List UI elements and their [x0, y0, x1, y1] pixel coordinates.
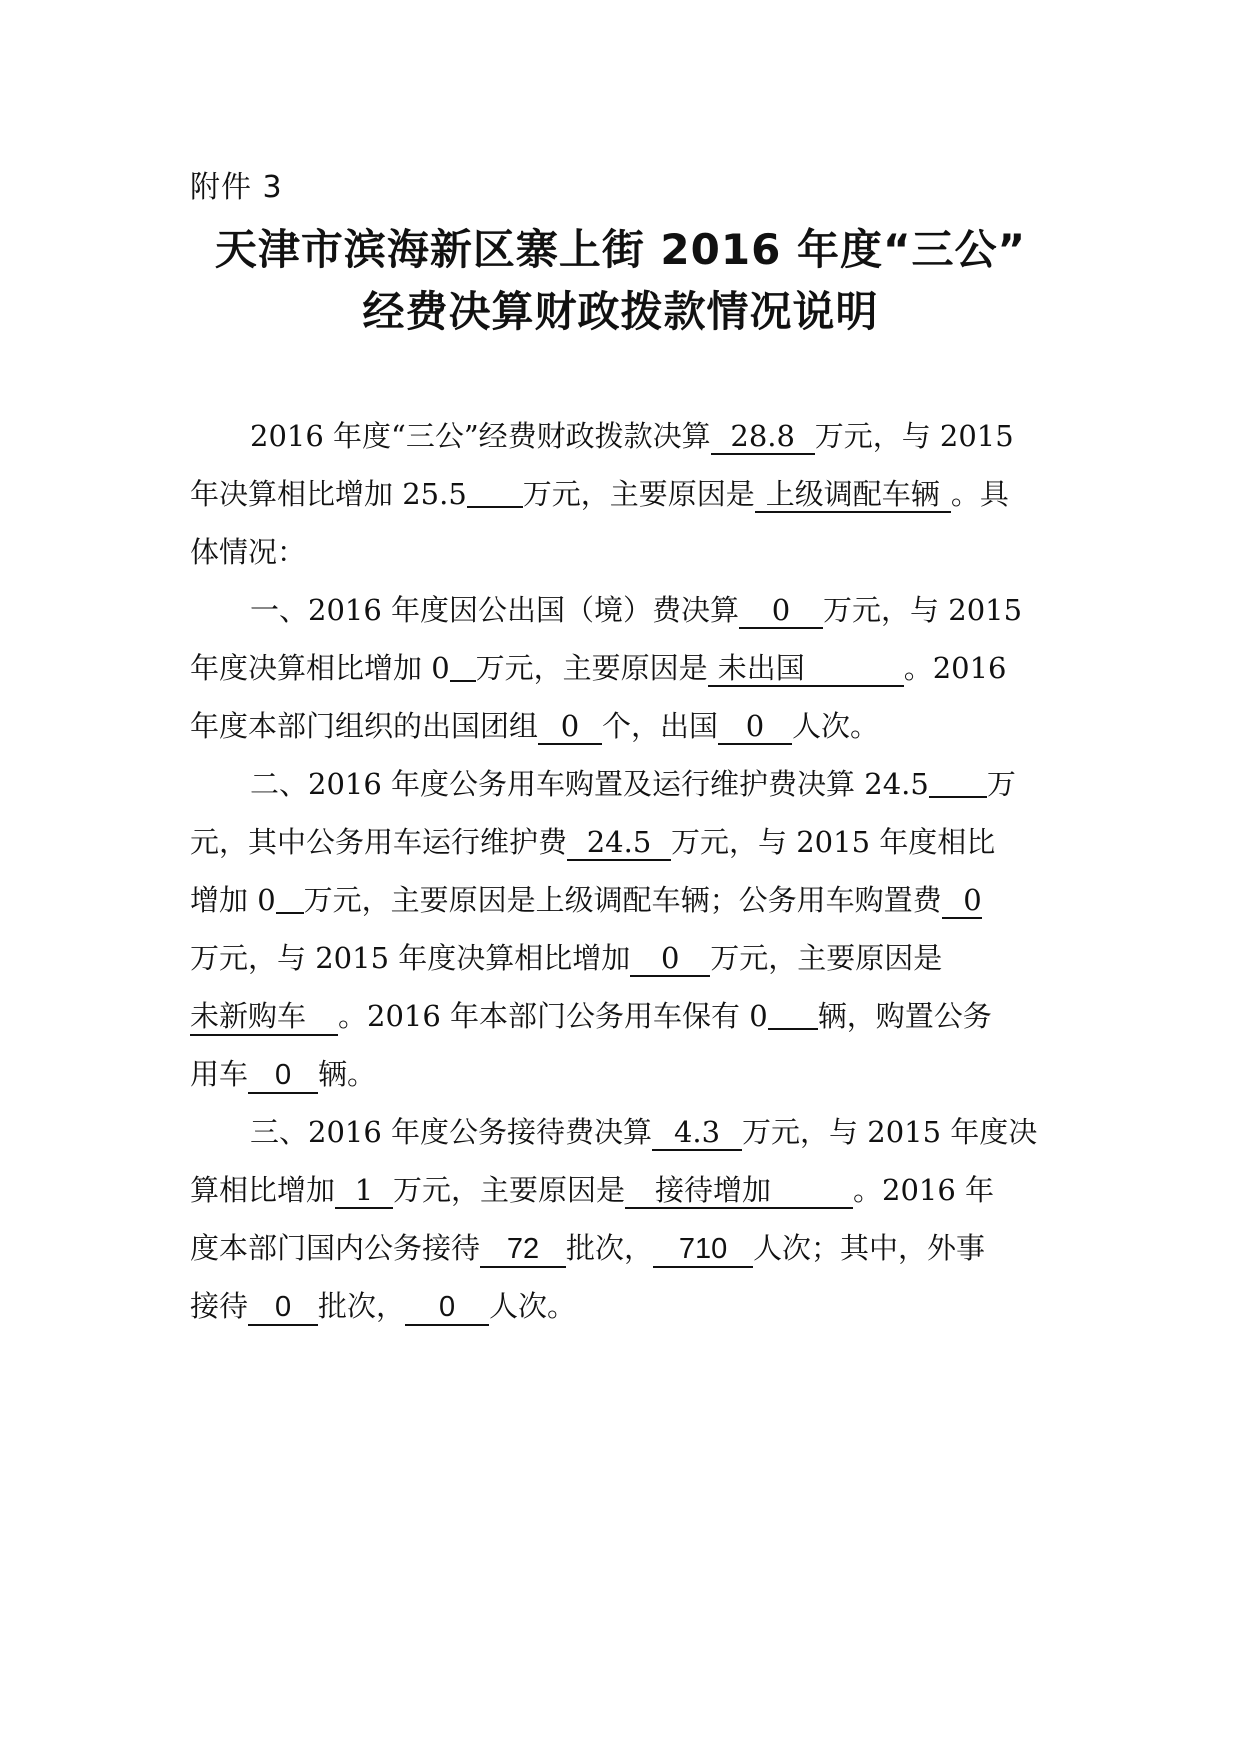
- travel-groups-field: 0: [538, 709, 602, 745]
- section3-text: 接待: [190, 1289, 249, 1323]
- purchase-increase-field: 0: [630, 941, 710, 977]
- section2-text: 万元，与 2015 年度相比: [671, 825, 996, 859]
- section3-line-1: [190, 1103, 1052, 1161]
- section3-line-2: [190, 1161, 1052, 1219]
- section3-text: 度本部门国内公务接待: [190, 1231, 481, 1265]
- section2-line-5: [190, 987, 1052, 1045]
- summary-text: 。具: [950, 477, 1009, 511]
- section1-line-1: [190, 581, 1052, 639]
- summary-line-3: [190, 523, 1052, 581]
- travel-amount-field: 0: [739, 593, 823, 629]
- section2-line-3: [190, 871, 1052, 929]
- section3-text: 万元，与 2015 年度决: [742, 1115, 1038, 1149]
- section2-line-2: [190, 813, 1052, 871]
- section2-text: 二、2016 年度公务用车购置及运行维护费决算 24.5: [250, 767, 929, 801]
- reception-increase-field: 1: [335, 1173, 393, 1209]
- section2-line-6: [190, 1045, 1052, 1103]
- total-amount-field: 28.8: [711, 419, 815, 455]
- summary-text: 2016 年度“三公”经费财政拨款决算: [250, 419, 711, 453]
- section3-text: 。2016 年: [853, 1173, 995, 1207]
- section2-text: 元，其中公务用车运行维护费: [190, 825, 568, 859]
- foreign-persons-field: 0: [405, 1290, 489, 1326]
- section2-text: 辆，购置公务: [817, 999, 992, 1033]
- blank-underline: [768, 998, 818, 1030]
- summary-line-2: [190, 465, 1052, 523]
- section1-text: 万元，主要原因是: [475, 651, 708, 685]
- travel-reason-field: 未出国: [708, 651, 904, 687]
- section2-line-1: [190, 755, 1052, 813]
- section3-text: 批次，: [318, 1289, 406, 1323]
- section2-text: 用车: [190, 1057, 249, 1091]
- section1-text: 。2016: [903, 651, 1007, 685]
- section2-text: 。2016 年本部门公务用车保有 0: [338, 999, 768, 1033]
- section3-text: 算相比增加: [190, 1173, 336, 1207]
- vehicles-bought-field: 0: [248, 1058, 318, 1094]
- section3-line-4: [190, 1277, 1052, 1335]
- section3-line-3: [190, 1219, 1052, 1277]
- section2-text: 万元，主要原因是上级调配车辆；公务用车购置费: [303, 883, 942, 917]
- summary-text: 万元，与 2015: [814, 419, 1014, 453]
- section1-text: 年度决算相比增加 0: [190, 651, 450, 685]
- document-title-line-2: 经费决算财政拨款情况说明: [362, 287, 879, 336]
- section1-text: 年度本部门组织的出国团组: [190, 709, 539, 743]
- document-body: [190, 407, 1052, 1335]
- section1-text: 个，出国: [602, 709, 719, 743]
- blank-underline: [467, 476, 523, 508]
- summary-reason-field: 上级调配车辆: [755, 477, 951, 513]
- section3-text: 批次，: [566, 1231, 654, 1265]
- section1-line-2: [190, 639, 1052, 697]
- document-title-line-1: 天津市滨海新区寨上街 2016 年度“三公”: [214, 225, 1027, 274]
- section2-text: 万元，与 2015 年度决算相比增加: [190, 941, 631, 975]
- section2-text: 辆。: [318, 1057, 377, 1091]
- summary-text: 年决算相比增加 25.5: [190, 477, 467, 511]
- section1-line-3: [190, 697, 1052, 755]
- section3-text: 人次。: [489, 1289, 577, 1323]
- section2-text: 增加 0: [190, 883, 276, 917]
- section3-text: 人次；其中，外事: [753, 1231, 986, 1265]
- blank-underline: [929, 766, 987, 798]
- purchase-field: 0: [942, 883, 982, 919]
- summary-text: 万元，主要原因是: [522, 477, 755, 511]
- section2-line-4: [190, 929, 1052, 987]
- summary-text: 体情况：: [190, 535, 307, 569]
- maintenance-field: 24.5: [567, 825, 671, 861]
- section2-text: 万: [986, 767, 1016, 801]
- section1-text: 人次。: [792, 709, 880, 743]
- blank-underline: [450, 650, 476, 682]
- reception-amount-field: 4.3: [652, 1115, 742, 1151]
- reception-reason-field: 接待增加: [625, 1173, 853, 1209]
- domestic-batches-field: 72: [480, 1232, 566, 1268]
- section3-text: 三、2016 年度公务接待费决算: [250, 1115, 653, 1149]
- summary-line-1: [190, 407, 1052, 465]
- travel-persons-field: 0: [718, 709, 792, 745]
- blank-underline: [276, 882, 304, 914]
- section3-text: 万元，主要原因是: [393, 1173, 626, 1207]
- section2-text: 万元，主要原因是: [710, 941, 943, 975]
- vehicle-reason-field: 未新购车: [190, 1000, 338, 1036]
- domestic-persons-field: 710: [653, 1232, 753, 1268]
- section1-text: 一、2016 年度因公出国（境）费决算: [250, 593, 740, 627]
- attachment-label: 附件 3: [190, 170, 283, 205]
- foreign-batches-field: 0: [248, 1290, 318, 1326]
- section1-text: 万元，与 2015: [823, 593, 1023, 627]
